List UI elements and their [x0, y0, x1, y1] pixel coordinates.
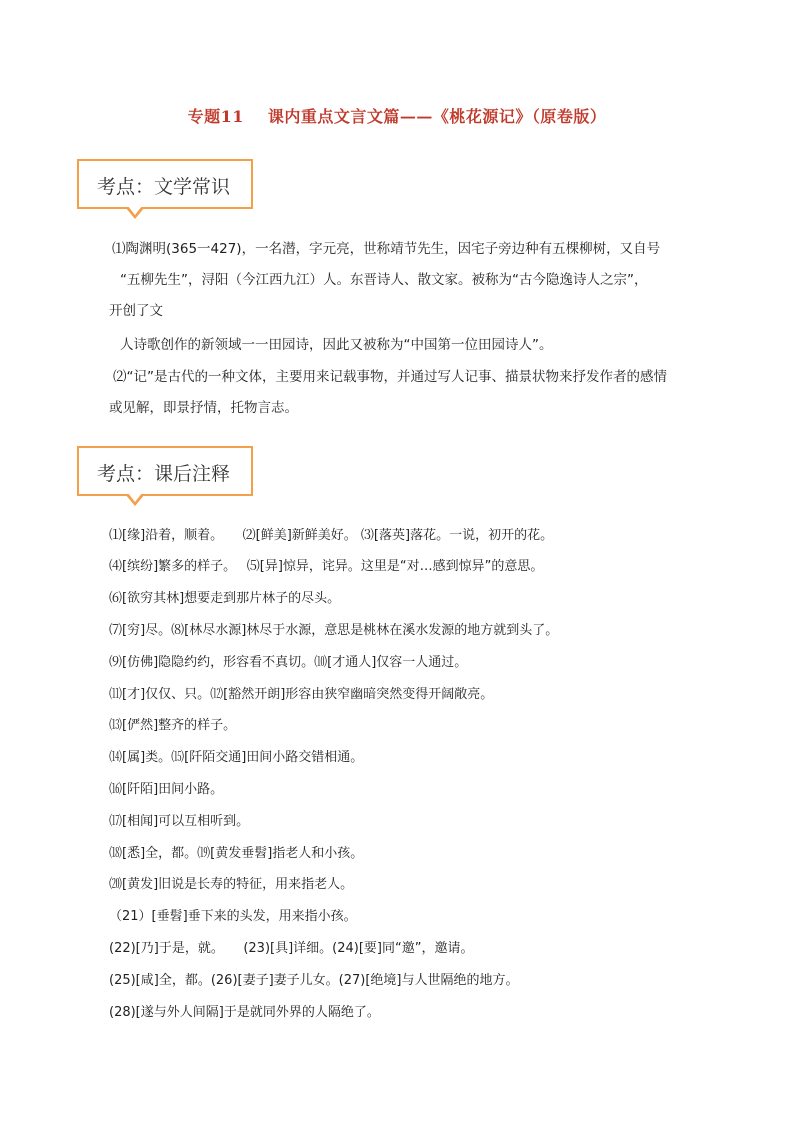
topic-title: 课内重点文言文篇——《桃花源记》（原卷版）: [267, 107, 607, 126]
literature-line: “五柳先生”，浔阳（今江西九江）人。东晋诗人、散文家。被称为“古今隐逸诗人之宗”，: [120, 272, 648, 288]
literature-line: 开创了文: [109, 303, 163, 319]
note-line: ⒀[俨然]整齐的样子。: [109, 718, 237, 733]
note-line: ⑴[缘]沿着，顺着。 ⑵[鲜美]新鲜美好。 ⑶[落英]落花。一说，初开的花。: [109, 528, 554, 543]
section-label-literature: 考点：文学常识: [97, 176, 231, 198]
literature-line: ⑴陶渊明(365一427)，一名潜，字元亮，世称靖节先生，因宅子旁边种有五棵柳树，又自号: [112, 241, 661, 257]
note-line: (28)[遂与外人间隔]于是就同外界的人隔绝了。: [109, 1005, 380, 1020]
section-label-notes: 考点：课后注释: [97, 463, 231, 485]
note-line: ⒁[属]类。⒂[阡陌交通]田间小路交错相通。: [109, 750, 364, 765]
note-line: ⒅[悉]全，都。⒆[黄发垂髫]指老人和小孩。: [109, 846, 364, 861]
callout-tail-inner: [128, 493, 142, 502]
note-line: ⑾[才]仅仅、只。⑿[豁然开朗]形容由狭窄幽暗突然变得开阔敞亮。: [109, 687, 494, 702]
note-line: （21）[垂髫]垂下来的头发，用来指小孩。: [109, 909, 357, 924]
note-line: ⑷[缤纷]繁多的样子。 ⑸[异]惊异，诧异。这里是“对…感到惊异”的意思。: [109, 559, 544, 574]
note-line: (25)[咸]全，都。(26)[妻子]妻子儿女。(27)[绝境]与人世隔绝的地方。: [109, 973, 519, 988]
note-line: ⑺[穷]尽。⑻[林尽水源]林尽于水源，意思是桃林在溪水发源的地方就到头了。: [109, 623, 559, 638]
note-line: ⑹[欲穷其林]想要走到那片林子的尽头。: [109, 591, 341, 606]
note-line: ⒇[黄发]旧说是长寿的特征，用来指老人。: [109, 877, 354, 892]
literature-line: ⑵“记”是古代的一种文体，主要用来记载事物，并通过写人记事、描景状物来抒发作者的感情: [113, 369, 667, 385]
page-title: [0, 104, 794, 127]
note-line: (22)[乃]于是，就。 (23)[具]详细。(24)[要]同“邀”，邀请。: [109, 941, 474, 956]
topic-number: 专题11: [187, 107, 244, 126]
section-box-notes: [77, 446, 253, 496]
literature-line: 人诗歌创作的新领域一一田园诗，因此又被称为“中国第一位田园诗人”。: [120, 337, 553, 353]
note-line: ⑼[仿佛]隐隐约约，形容看不真切。⑽[才通人]仅容一人通过。: [109, 655, 468, 670]
note-line: ⒄[相闻]可以互相听到。: [109, 814, 250, 829]
note-line: ⒃[阡陌]田间小路。: [109, 782, 224, 797]
section-box-literature: [77, 159, 253, 209]
literature-line: 或见解，即景抒情，托物言志。: [109, 400, 298, 416]
callout-tail-inner: [128, 206, 142, 215]
